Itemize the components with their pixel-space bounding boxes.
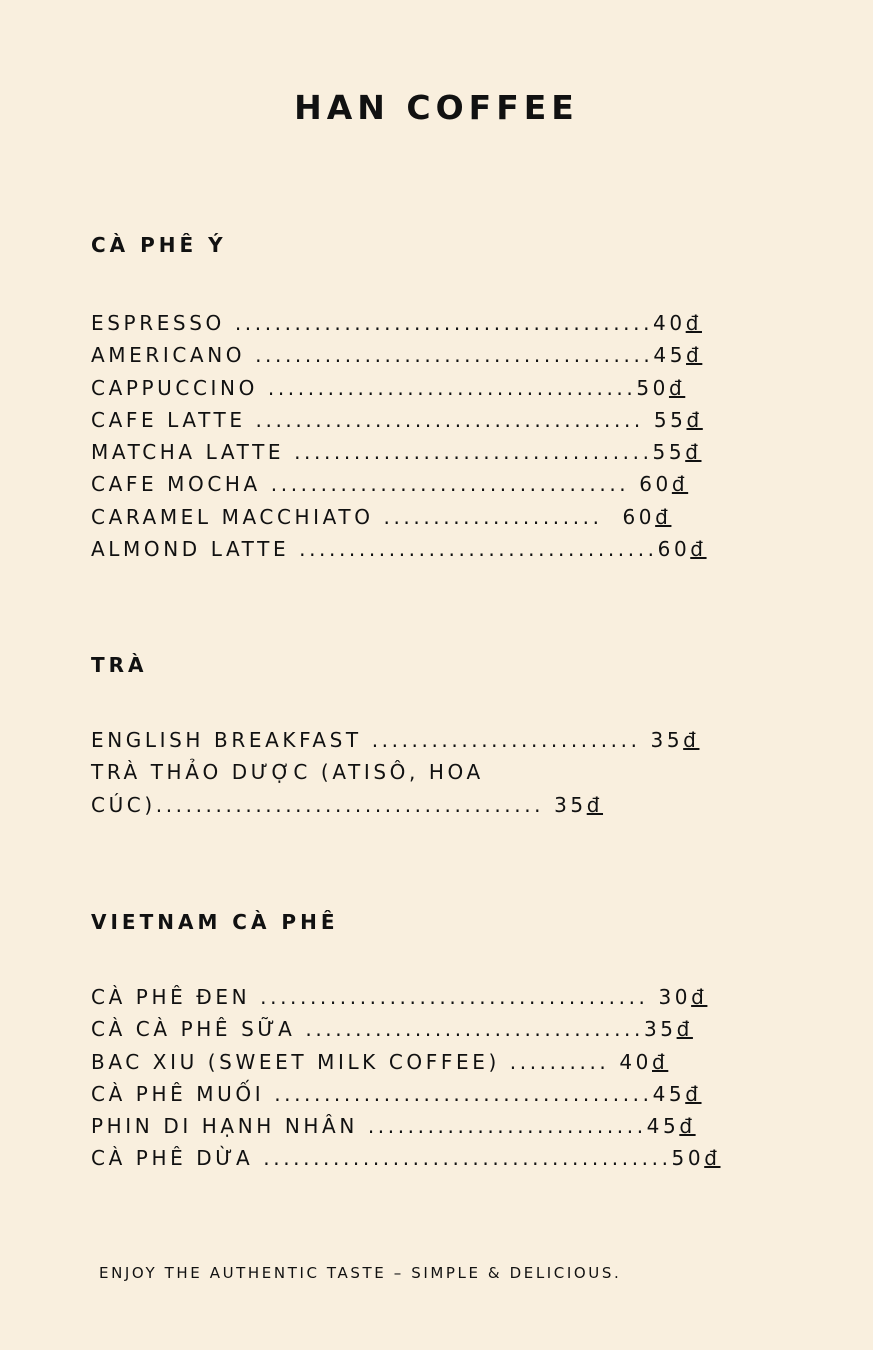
- currency-symbol: đ: [685, 311, 702, 335]
- currency-symbol: đ: [685, 440, 702, 465]
- menu-item: ESPRESSO ..........................................40đ: [91, 311, 702, 335]
- menu-item: AMERICANO ........................................45đ: [91, 343, 703, 368]
- section-tea: [91, 653, 791, 821]
- currency-symbol: đ: [668, 375, 686, 400]
- item-list: [91, 307, 791, 565]
- currency-symbol: đ: [685, 1081, 702, 1106]
- currency-symbol: đ: [586, 792, 604, 817]
- section-heading: VIETNAM CÀ PHÊ: [91, 910, 339, 934]
- section-vietnam-coffee: [91, 910, 791, 1175]
- menu-item: CARAMEL MACCHIATO ...................... 60đ: [91, 504, 672, 529]
- currency-symbol: đ: [690, 537, 707, 562]
- menu-item: CÀ CÀ PHÊ SỮA ..................................35đ: [91, 1017, 693, 1042]
- currency-symbol: đ: [679, 1114, 696, 1139]
- menu-title: HAN COFFEE: [294, 88, 579, 127]
- menu-item: BAC XIU (SWEET MILK COFFEE) .......... 40đ: [91, 1049, 669, 1074]
- menu-item: CÀ PHÊ ĐEN ....................................... 30đ: [91, 985, 708, 1009]
- item-list: [91, 981, 791, 1175]
- footer-tagline: ENJOY THE AUTHENTIC TASTE – SIMPLE & DELICIOUS.: [99, 1264, 622, 1282]
- section-heading: TRÀ: [91, 653, 148, 677]
- menu-item: MATCHA LATTE ....................................55đ: [91, 440, 702, 465]
- currency-symbol: đ: [676, 1017, 693, 1042]
- item-list: [91, 724, 791, 821]
- menu-item: PHIN DI HẠNH NHÂN ............................45đ: [91, 1114, 696, 1139]
- currency-symbol: đ: [704, 1146, 721, 1171]
- menu-item: CAFE MOCHA .................................... 60đ: [91, 472, 689, 497]
- menu-item: ENGLISH BREAKFAST ........................... 35đ: [91, 728, 700, 752]
- currency-symbol: đ: [686, 407, 703, 432]
- currency-symbol: đ: [683, 728, 700, 752]
- menu-item: CÀ PHÊ MUỐI ......................................45đ: [91, 1081, 702, 1106]
- section-heading: CÀ PHÊ Ý: [91, 233, 227, 257]
- currency-symbol: đ: [691, 985, 708, 1009]
- menu-item: CÀ PHÊ DỪA .........................................50đ: [91, 1146, 721, 1171]
- section-italian-coffee: [91, 233, 791, 565]
- menu-item: ALMOND LATTE ....................................60đ: [91, 537, 707, 562]
- menu-item: TRÀ THẢO DƯỢC (ATISÔ, HOA: [91, 760, 484, 785]
- menu-item: CÚC)....................................... 35đ: [91, 792, 604, 817]
- menu-item: CAPPUCCINO .....................................50đ: [91, 375, 686, 400]
- currency-symbol: đ: [652, 1049, 669, 1074]
- currency-symbol: đ: [655, 504, 672, 529]
- currency-symbol: đ: [671, 472, 689, 497]
- menu-item: CAFE LATTE ....................................... 55đ: [91, 407, 703, 432]
- currency-symbol: đ: [686, 343, 703, 368]
